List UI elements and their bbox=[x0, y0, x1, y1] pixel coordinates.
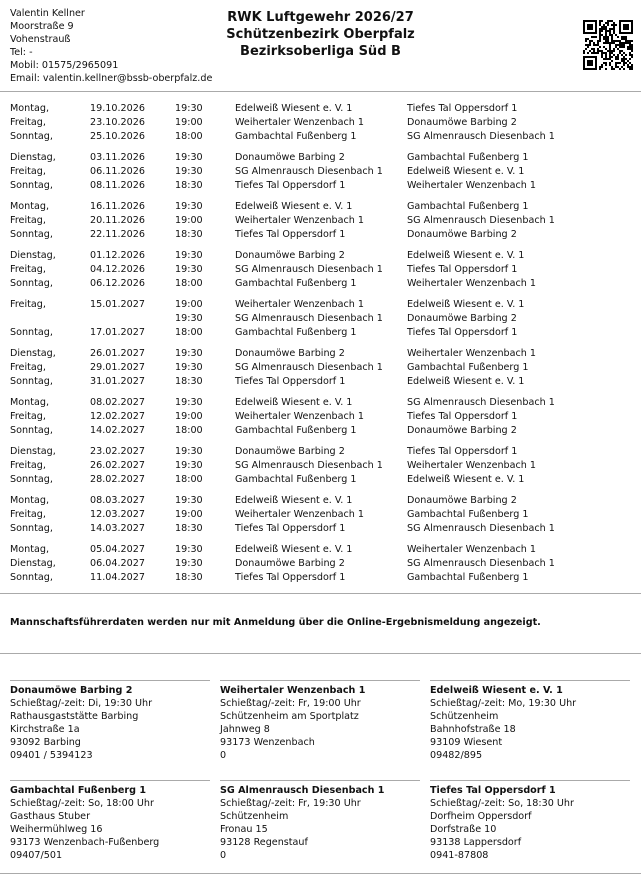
team-name: SG Almenrausch Diesenbach 1 bbox=[220, 785, 385, 796]
match-block bbox=[0, 200, 641, 242]
match-day: Sonntag, bbox=[10, 376, 53, 387]
match-time: 19:30 bbox=[175, 460, 203, 471]
match-date: 26.02.2027 bbox=[90, 460, 145, 471]
team-card-divider bbox=[430, 680, 630, 681]
match-time: 19:00 bbox=[175, 509, 203, 520]
match-away: SG Almenrausch Diesenbach 1 bbox=[407, 523, 555, 534]
match-time: 18:30 bbox=[175, 523, 203, 534]
match-day: Montag, bbox=[10, 103, 50, 114]
match-row bbox=[0, 312, 641, 326]
match-date: 08.02.2027 bbox=[90, 397, 145, 408]
match-date: 14.03.2027 bbox=[90, 523, 145, 534]
team-street: Kirchstraße 1a bbox=[10, 724, 80, 735]
match-day: Sonntag, bbox=[10, 327, 53, 338]
match-time: 18:30 bbox=[175, 229, 203, 240]
team-street: Dorfstraße 10 bbox=[430, 824, 497, 835]
match-home: Weihertaler Wenzenbach 1 bbox=[235, 509, 365, 520]
match-home: Edelweiß Wiesent e. V. 1 bbox=[235, 544, 353, 555]
team-phone: 0941-87808 bbox=[430, 850, 489, 861]
team-city: 93173 Wenzenbach bbox=[220, 737, 315, 748]
match-date: 20.11.2026 bbox=[90, 215, 145, 226]
team-name: Tiefes Tal Oppersdorf 1 bbox=[430, 785, 556, 796]
match-block bbox=[0, 494, 641, 536]
team-name: Donaumöwe Barbing 2 bbox=[10, 685, 133, 696]
match-block bbox=[0, 102, 641, 144]
match-row bbox=[0, 179, 641, 193]
match-home: Edelweiß Wiesent e. V. 1 bbox=[235, 201, 353, 212]
match-time: 18:30 bbox=[175, 572, 203, 583]
match-row bbox=[0, 102, 641, 116]
contact-email: Email: valentin.kellner@bssb-oberpfalz.de bbox=[10, 73, 213, 84]
match-home: Gambachtal Fußenberg 1 bbox=[235, 278, 357, 289]
match-day: Montag, bbox=[10, 201, 50, 212]
match-time: 18:00 bbox=[175, 425, 203, 436]
match-day: Freitag, bbox=[10, 299, 46, 310]
team-street: Fronau 15 bbox=[220, 824, 268, 835]
match-home: Tiefes Tal Oppersdorf 1 bbox=[235, 180, 346, 191]
team-card-divider bbox=[10, 780, 210, 781]
match-home: SG Almenrausch Diesenbach 1 bbox=[235, 313, 383, 324]
match-day: Freitag, bbox=[10, 215, 46, 226]
match-row bbox=[0, 494, 641, 508]
match-away: Tiefes Tal Oppersdorf 1 bbox=[407, 327, 518, 338]
match-home: Donaumöwe Barbing 2 bbox=[235, 446, 345, 457]
match-day: Montag, bbox=[10, 544, 50, 555]
match-time: 18:30 bbox=[175, 376, 203, 387]
match-home: SG Almenrausch Diesenbach 1 bbox=[235, 166, 383, 177]
match-home: Edelweiß Wiesent e. V. 1 bbox=[235, 397, 353, 408]
team-venue: Gasthaus Stuber bbox=[10, 811, 91, 822]
match-day: Freitag, bbox=[10, 460, 46, 471]
team-phone: 0 bbox=[220, 850, 227, 861]
team-venue: Schützenheim bbox=[220, 811, 289, 822]
match-home: Gambachtal Fußenberg 1 bbox=[235, 131, 357, 142]
match-home: Edelweiß Wiesent e. V. 1 bbox=[235, 495, 353, 506]
match-date: 23.02.2027 bbox=[90, 446, 145, 457]
match-block bbox=[0, 347, 641, 389]
match-day: Freitag, bbox=[10, 166, 46, 177]
match-away: Weihertaler Wenzenbach 1 bbox=[407, 348, 537, 359]
match-away: Edelweiß Wiesent e. V. 1 bbox=[407, 474, 525, 485]
match-day: Sonntag, bbox=[10, 572, 53, 583]
match-block bbox=[0, 543, 641, 585]
qr-code-icon bbox=[583, 20, 633, 70]
team-card-divider bbox=[10, 680, 210, 681]
match-date: 05.04.2027 bbox=[90, 544, 145, 555]
match-home: Gambachtal Fußenberg 1 bbox=[235, 474, 357, 485]
team-shoot: Schießtag/-zeit: So, 18:00 Uhr bbox=[10, 798, 154, 809]
match-date: 06.12.2026 bbox=[90, 278, 145, 289]
match-away: SG Almenrausch Diesenbach 1 bbox=[407, 131, 555, 142]
team-phone: 09407/501 bbox=[10, 850, 63, 861]
team-name: Edelweiß Wiesent e. V. 1 bbox=[430, 685, 563, 696]
match-day: Freitag, bbox=[10, 362, 46, 373]
match-away: Gambachtal Fußenberg 1 bbox=[407, 201, 529, 212]
schedule-divider bbox=[0, 593, 641, 594]
match-home: Tiefes Tal Oppersdorf 1 bbox=[235, 229, 346, 240]
match-time: 19:30 bbox=[175, 152, 203, 163]
match-row bbox=[0, 522, 641, 536]
match-row bbox=[0, 228, 641, 242]
match-time: 18:00 bbox=[175, 474, 203, 485]
match-day: Dienstag, bbox=[10, 558, 56, 569]
match-date: 12.03.2027 bbox=[90, 509, 145, 520]
match-date: 23.10.2026 bbox=[90, 117, 145, 128]
title-line-3: Bezirksoberliga Süd B bbox=[240, 44, 401, 59]
team-venue: Schützenheim bbox=[430, 711, 499, 722]
team-street: Jahnweg 8 bbox=[220, 724, 270, 735]
match-time: 19:30 bbox=[175, 264, 203, 275]
match-away: Tiefes Tal Oppersdorf 1 bbox=[407, 446, 518, 457]
match-away: Gambachtal Fußenberg 1 bbox=[407, 572, 529, 583]
match-time: 19:30 bbox=[175, 166, 203, 177]
team-city: 93138 Lappersdorf bbox=[430, 837, 522, 848]
team-name: Gambachtal Fußenberg 1 bbox=[10, 785, 147, 796]
match-time: 18:00 bbox=[175, 327, 203, 338]
match-date: 04.12.2026 bbox=[90, 264, 145, 275]
match-row bbox=[0, 277, 641, 291]
match-day: Dienstag, bbox=[10, 446, 56, 457]
match-away: Tiefes Tal Oppersdorf 1 bbox=[407, 411, 518, 422]
match-day: Sonntag, bbox=[10, 474, 53, 485]
match-date: 26.01.2027 bbox=[90, 348, 145, 359]
match-date: 28.02.2027 bbox=[90, 474, 145, 485]
team-name: Weihertaler Wenzenbach 1 bbox=[220, 685, 366, 696]
match-row bbox=[0, 116, 641, 130]
match-day: Sonntag, bbox=[10, 523, 53, 534]
match-date: 22.11.2026 bbox=[90, 229, 145, 240]
team-shoot: Schießtag/-zeit: Fr, 19:00 Uhr bbox=[220, 698, 361, 709]
match-home: Donaumöwe Barbing 2 bbox=[235, 152, 345, 163]
team-street: Bahnhofstraße 18 bbox=[430, 724, 516, 735]
match-block bbox=[0, 249, 641, 291]
match-time: 19:30 bbox=[175, 558, 203, 569]
match-away: Tiefes Tal Oppersdorf 1 bbox=[407, 264, 518, 275]
team-card bbox=[10, 780, 210, 862]
match-time: 18:30 bbox=[175, 180, 203, 191]
match-day: Dienstag, bbox=[10, 250, 56, 261]
match-time: 19:30 bbox=[175, 362, 203, 373]
team-phone: 0 bbox=[220, 750, 227, 761]
match-away: Gambachtal Fußenberg 1 bbox=[407, 362, 529, 373]
match-date: 08.11.2026 bbox=[90, 180, 145, 191]
match-date: 08.03.2027 bbox=[90, 495, 145, 506]
team-shoot: Schießtag/-zeit: Mo, 19:30 Uhr bbox=[430, 698, 577, 709]
match-row bbox=[0, 130, 641, 144]
match-row bbox=[0, 557, 641, 571]
match-home: SG Almenrausch Diesenbach 1 bbox=[235, 362, 383, 373]
match-time: 19:30 bbox=[175, 250, 203, 261]
match-home: Tiefes Tal Oppersdorf 1 bbox=[235, 376, 346, 387]
document-title bbox=[0, 9, 641, 60]
match-away: Weihertaler Wenzenbach 1 bbox=[407, 180, 537, 191]
match-date: 03.11.2026 bbox=[90, 152, 145, 163]
schedule-table bbox=[0, 102, 641, 592]
team-card-divider bbox=[220, 680, 420, 681]
match-home: Donaumöwe Barbing 2 bbox=[235, 558, 345, 569]
match-away: Edelweiß Wiesent e. V. 1 bbox=[407, 299, 525, 310]
match-away: Weihertaler Wenzenbach 1 bbox=[407, 544, 537, 555]
match-row bbox=[0, 571, 641, 585]
match-time: 19:30 bbox=[175, 495, 203, 506]
contact-tel: Tel: - bbox=[10, 47, 33, 58]
match-date: 19.10.2026 bbox=[90, 103, 145, 114]
match-away: Weihertaler Wenzenbach 1 bbox=[407, 278, 537, 289]
match-row bbox=[0, 347, 641, 361]
contact-street: Moorstraße 9 bbox=[10, 21, 74, 32]
match-day: Freitag, bbox=[10, 117, 46, 128]
match-day: Sonntag, bbox=[10, 180, 53, 191]
match-time: 19:00 bbox=[175, 411, 203, 422]
match-time: 19:00 bbox=[175, 299, 203, 310]
team-shoot: Schießtag/-zeit: Fr, 19:30 Uhr bbox=[220, 798, 361, 809]
match-row bbox=[0, 263, 641, 277]
match-row bbox=[0, 410, 641, 424]
match-away: Donaumöwe Barbing 2 bbox=[407, 425, 517, 436]
match-home: Edelweiß Wiesent e. V. 1 bbox=[235, 103, 353, 114]
team-city: 93092 Barbing bbox=[10, 737, 81, 748]
match-away: Donaumöwe Barbing 2 bbox=[407, 495, 517, 506]
match-home: Tiefes Tal Oppersdorf 1 bbox=[235, 523, 346, 534]
match-time: 19:30 bbox=[175, 348, 203, 359]
match-time: 19:30 bbox=[175, 313, 203, 324]
match-row bbox=[0, 445, 641, 459]
match-block bbox=[0, 445, 641, 487]
match-row bbox=[0, 361, 641, 375]
match-time: 19:30 bbox=[175, 201, 203, 212]
match-away: Donaumöwe Barbing 2 bbox=[407, 313, 517, 324]
match-day: Montag, bbox=[10, 397, 50, 408]
match-day: Sonntag, bbox=[10, 278, 53, 289]
match-row bbox=[0, 459, 641, 473]
match-date: 06.04.2027 bbox=[90, 558, 145, 569]
match-away: Tiefes Tal Oppersdorf 1 bbox=[407, 103, 518, 114]
match-date: 15.01.2027 bbox=[90, 299, 145, 310]
match-home: Tiefes Tal Oppersdorf 1 bbox=[235, 572, 346, 583]
team-card-divider bbox=[220, 780, 420, 781]
match-block bbox=[0, 396, 641, 438]
match-day: Montag, bbox=[10, 495, 50, 506]
match-away: Donaumöwe Barbing 2 bbox=[407, 229, 517, 240]
match-home: Donaumöwe Barbing 2 bbox=[235, 250, 345, 261]
match-home: Gambachtal Fußenberg 1 bbox=[235, 425, 357, 436]
contact-name: Valentin Kellner bbox=[10, 8, 85, 19]
header-divider bbox=[0, 91, 641, 92]
match-day: Sonntag, bbox=[10, 131, 53, 142]
team-shoot: Schießtag/-zeit: So, 18:30 Uhr bbox=[430, 798, 574, 809]
match-time: 19:00 bbox=[175, 215, 203, 226]
team-city: 93109 Wiesent bbox=[430, 737, 503, 748]
match-date: 11.04.2027 bbox=[90, 572, 145, 583]
team-venue: Rathausgaststätte Barbing bbox=[10, 711, 139, 722]
match-away: Donaumöwe Barbing 2 bbox=[407, 117, 517, 128]
match-home: Weihertaler Wenzenbach 1 bbox=[235, 299, 365, 310]
team-card bbox=[220, 780, 420, 862]
match-block bbox=[0, 151, 641, 193]
contact-city: Vohenstrauß bbox=[10, 34, 71, 45]
match-row bbox=[0, 473, 641, 487]
title-line-2: Schützenbezirk Oberpfalz bbox=[226, 27, 415, 42]
match-date: 25.10.2026 bbox=[90, 131, 145, 142]
match-day: Sonntag, bbox=[10, 229, 53, 240]
team-card bbox=[220, 680, 420, 762]
match-day: Dienstag, bbox=[10, 348, 56, 359]
match-row bbox=[0, 508, 641, 522]
team-city: 93173 Wenzenbach-Fußenberg bbox=[10, 837, 160, 848]
match-time: 19:30 bbox=[175, 446, 203, 457]
team-card-divider bbox=[430, 780, 630, 781]
match-date: 31.01.2027 bbox=[90, 376, 145, 387]
team-city: 93128 Regenstauf bbox=[220, 837, 308, 848]
match-home: Weihertaler Wenzenbach 1 bbox=[235, 215, 365, 226]
contact-mobil: Mobil: 01575/2965091 bbox=[10, 60, 119, 71]
match-date: 14.02.2027 bbox=[90, 425, 145, 436]
match-away: Gambachtal Fußenberg 1 bbox=[407, 152, 529, 163]
match-away: Gambachtal Fußenberg 1 bbox=[407, 509, 529, 520]
match-time: 18:00 bbox=[175, 278, 203, 289]
match-row bbox=[0, 151, 641, 165]
match-home: Weihertaler Wenzenbach 1 bbox=[235, 117, 365, 128]
notice-divider bbox=[0, 653, 641, 654]
match-away: Edelweiß Wiesent e. V. 1 bbox=[407, 250, 525, 261]
match-away: Edelweiß Wiesent e. V. 1 bbox=[407, 166, 525, 177]
team-phone: 09401 / 5394123 bbox=[10, 750, 93, 761]
footer-divider bbox=[0, 873, 641, 874]
match-day: Freitag, bbox=[10, 264, 46, 275]
team-venue: Schützenheim am Sportplatz bbox=[220, 711, 359, 722]
match-away: SG Almenrausch Diesenbach 1 bbox=[407, 558, 555, 569]
match-time: 19:00 bbox=[175, 117, 203, 128]
notice-text: Mannschaftsführerdaten werden nur mit Anmeldung über die Online-Ergebnismeldung angezeigt. bbox=[10, 617, 541, 628]
team-phone: 09482/895 bbox=[430, 750, 483, 761]
match-row bbox=[0, 326, 641, 340]
match-day: Dienstag, bbox=[10, 152, 56, 163]
match-home: SG Almenrausch Diesenbach 1 bbox=[235, 460, 383, 471]
match-away: Edelweiß Wiesent e. V. 1 bbox=[407, 376, 525, 387]
match-row bbox=[0, 165, 641, 179]
match-block bbox=[0, 298, 641, 340]
match-time: 19:30 bbox=[175, 103, 203, 114]
match-away: SG Almenrausch Diesenbach 1 bbox=[407, 397, 555, 408]
team-shoot: Schießtag/-zeit: Di, 19:30 Uhr bbox=[10, 698, 153, 709]
match-row bbox=[0, 298, 641, 312]
match-row bbox=[0, 424, 641, 438]
match-date: 29.01.2027 bbox=[90, 362, 145, 373]
match-date: 06.11.2026 bbox=[90, 166, 145, 177]
match-away: SG Almenrausch Diesenbach 1 bbox=[407, 215, 555, 226]
match-time: 19:30 bbox=[175, 544, 203, 555]
team-venue: Dorfheim Oppersdorf bbox=[430, 811, 532, 822]
match-time: 19:30 bbox=[175, 397, 203, 408]
match-away: Weihertaler Wenzenbach 1 bbox=[407, 460, 537, 471]
match-row bbox=[0, 200, 641, 214]
team-card bbox=[430, 680, 630, 762]
team-card bbox=[10, 680, 210, 762]
match-row bbox=[0, 249, 641, 263]
title-line-1: RWK Luftgewehr 2026/27 bbox=[227, 10, 414, 25]
match-home: Weihertaler Wenzenbach 1 bbox=[235, 411, 365, 422]
team-street: Weihermühlweg 16 bbox=[10, 824, 103, 835]
match-day: Sonntag, bbox=[10, 425, 53, 436]
match-home: Gambachtal Fußenberg 1 bbox=[235, 327, 357, 338]
team-card bbox=[430, 780, 630, 862]
match-home: Donaumöwe Barbing 2 bbox=[235, 348, 345, 359]
match-row bbox=[0, 214, 641, 228]
match-row bbox=[0, 543, 641, 557]
match-day: Freitag, bbox=[10, 411, 46, 422]
match-row bbox=[0, 375, 641, 389]
match-date: 01.12.2026 bbox=[90, 250, 145, 261]
match-day: Freitag, bbox=[10, 509, 46, 520]
match-row bbox=[0, 396, 641, 410]
match-date: 16.11.2026 bbox=[90, 201, 145, 212]
match-date: 12.02.2027 bbox=[90, 411, 145, 422]
match-time: 18:00 bbox=[175, 131, 203, 142]
match-date: 17.01.2027 bbox=[90, 327, 145, 338]
match-home: SG Almenrausch Diesenbach 1 bbox=[235, 264, 383, 275]
